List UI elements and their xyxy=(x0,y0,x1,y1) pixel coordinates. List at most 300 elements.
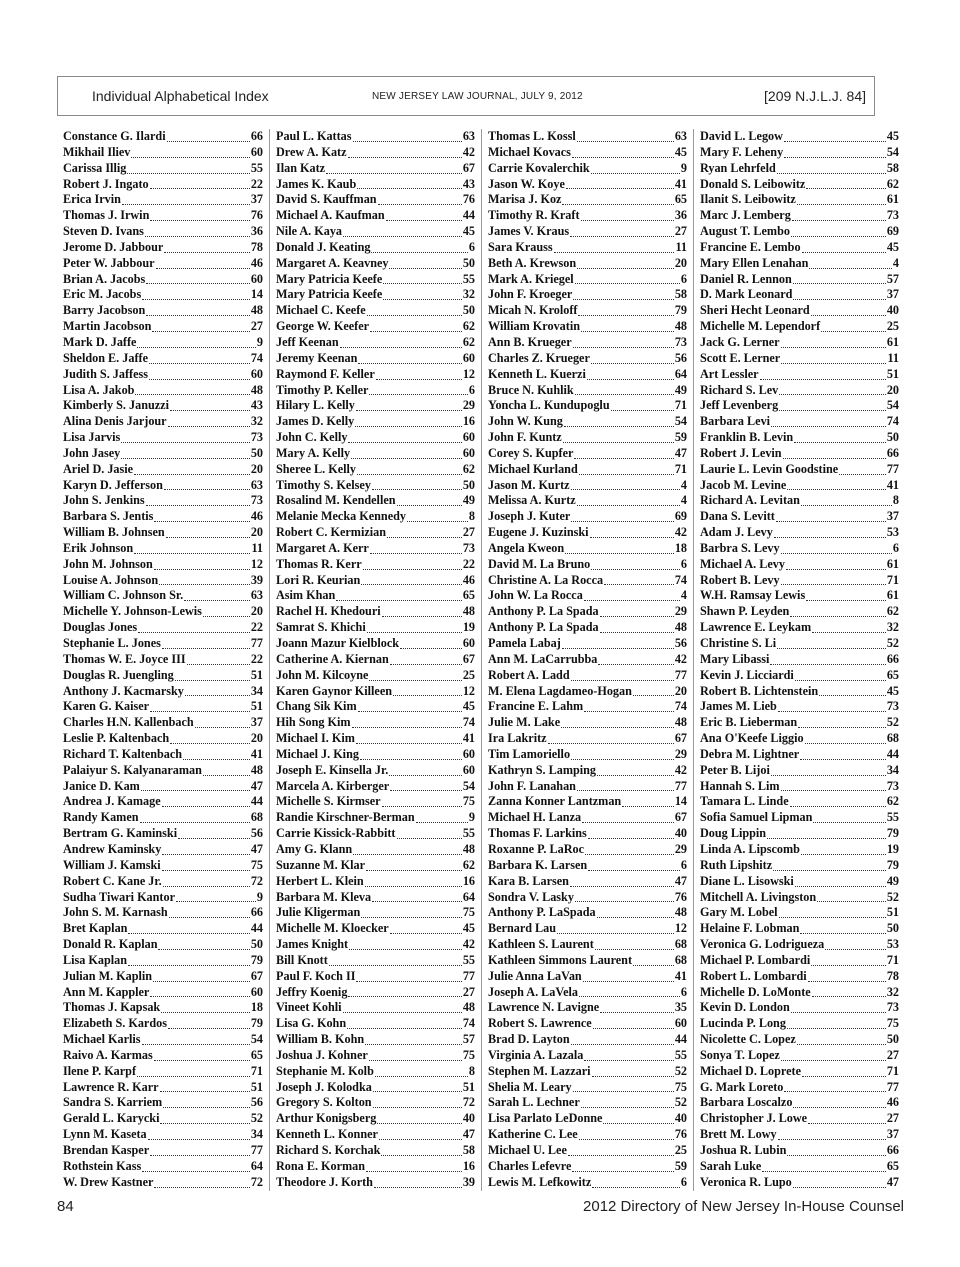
entry-name: Michael U. Lee xyxy=(488,1143,567,1157)
dot-leader xyxy=(578,305,673,316)
entry-page: 20 xyxy=(674,255,687,270)
index-entry xyxy=(63,842,263,858)
entry-page: 22 xyxy=(250,651,263,666)
index-entry xyxy=(488,573,687,589)
index-entry xyxy=(488,129,687,145)
dot-leader xyxy=(554,242,675,253)
entry-name: Michael A. Kaufman xyxy=(276,208,385,223)
dot-leader xyxy=(348,986,461,997)
dot-leader xyxy=(349,939,462,950)
index-entry xyxy=(63,177,263,193)
entry-name: Jacob M. Levine xyxy=(700,477,787,492)
entry-page: 64 xyxy=(674,366,687,381)
index-entry xyxy=(700,1111,899,1127)
index-entry xyxy=(63,525,263,541)
dot-leader xyxy=(783,448,886,459)
index-entry xyxy=(700,1095,899,1111)
entry-name: Tamara L. Linde xyxy=(700,794,789,809)
entry-page: 64 xyxy=(250,1158,263,1173)
entry-page: 12 xyxy=(674,921,687,936)
entry-name: Judith S. Jaffess xyxy=(63,366,148,381)
dot-leader xyxy=(356,971,461,982)
index-entry xyxy=(700,478,899,494)
entry-name: Douglas Jones xyxy=(63,620,138,635)
dot-leader xyxy=(776,511,886,522)
entry-name: Robert S. Lawrence xyxy=(488,1016,592,1031)
entry-name: Michael H. Lanza xyxy=(488,810,582,825)
index-entry xyxy=(700,1032,899,1048)
entry-name: Debra M. Lightner xyxy=(700,746,800,761)
entry-page: 4 xyxy=(680,477,687,492)
dot-leader xyxy=(787,1018,886,1029)
index-entry xyxy=(63,1000,263,1016)
dot-leader xyxy=(382,796,462,807)
entry-name: Eugene J. Kuzinski xyxy=(488,525,589,540)
entry-name: W.H. Ramsay Lewis xyxy=(700,588,806,603)
entry-page: 52 xyxy=(674,1063,687,1078)
entry-page: 20 xyxy=(250,525,263,540)
entry-page: 19 xyxy=(886,841,899,856)
dot-leader xyxy=(573,337,674,348)
entry-page: 25 xyxy=(462,667,475,682)
dot-leader xyxy=(366,860,462,871)
index-entry xyxy=(276,1016,475,1032)
entry-name: Ann M. Kappler xyxy=(63,984,150,999)
index-entry xyxy=(63,699,263,715)
entry-name: Julian M. Kaplin xyxy=(63,968,153,983)
entry-page: 4 xyxy=(680,493,687,508)
entry-name: Louise A. Johnson xyxy=(63,572,159,587)
entry-page: 20 xyxy=(674,683,687,698)
index-entry xyxy=(63,557,263,573)
dot-leader xyxy=(358,353,461,364)
entry-name: Thomas F. Larkins xyxy=(488,826,587,841)
index-entry xyxy=(488,161,687,177)
index-entry xyxy=(63,715,263,731)
index-entry xyxy=(700,747,899,763)
index-entry xyxy=(700,1159,899,1175)
index-entry xyxy=(276,557,475,573)
entry-name: Thomas W. E. Joyce III xyxy=(63,651,186,666)
entry-name: David L. Legow xyxy=(700,129,783,143)
index-entry xyxy=(63,1032,263,1048)
dot-leader xyxy=(557,923,674,934)
entry-page: 50 xyxy=(462,303,475,318)
entry-name: Alina Denis Jarjour xyxy=(63,414,167,429)
entry-page: 79 xyxy=(886,826,899,841)
index-entry xyxy=(276,414,475,430)
dot-leader xyxy=(797,1034,886,1045)
dot-leader xyxy=(575,891,674,902)
entry-page: 60 xyxy=(462,350,475,365)
index-entry xyxy=(276,1095,475,1111)
entry-name: Timothy R. Kraft xyxy=(488,208,580,223)
entry-name: Jack G. Lerner xyxy=(700,334,780,349)
entry-page: 64 xyxy=(462,889,475,904)
entry-page: 67 xyxy=(250,968,263,983)
dot-leader xyxy=(570,876,674,887)
entry-page: 41 xyxy=(674,968,687,983)
entry-page: 40 xyxy=(462,1111,475,1126)
entry-name: John F. Kuntz xyxy=(488,430,562,445)
entry-name: Jeffry Koenig xyxy=(276,984,348,999)
entry-name: Peter W. Jabbour xyxy=(63,255,155,270)
index-entry xyxy=(276,905,475,921)
index-entry xyxy=(276,478,475,494)
index-entry xyxy=(63,684,263,700)
index-entry xyxy=(488,985,687,1001)
entry-name: Sondra V. Lasky xyxy=(488,889,574,904)
dot-leader xyxy=(187,654,250,665)
entry-page: 73 xyxy=(462,540,475,555)
index-entry xyxy=(276,303,475,319)
dot-leader xyxy=(166,527,250,538)
dot-leader xyxy=(145,226,250,237)
entry-name: Kimberly S. Januzzi xyxy=(63,398,169,413)
dot-leader xyxy=(548,733,674,744)
dot-leader xyxy=(390,654,462,665)
index-entry xyxy=(63,478,263,494)
index-entry xyxy=(276,874,475,890)
index-entry xyxy=(63,287,263,303)
entry-name: Shawn P. Leyden xyxy=(700,604,790,619)
entry-name: Barbara S. Jentis xyxy=(63,509,154,524)
index-entry xyxy=(63,1080,263,1096)
entry-name: Sandra S. Karriem xyxy=(63,1095,163,1110)
dot-leader xyxy=(577,780,674,791)
index-entry xyxy=(700,272,899,288)
entry-page: 11 xyxy=(675,239,687,254)
entry-page: 8 xyxy=(468,509,475,524)
index-entry xyxy=(276,493,475,509)
entry-name: Daniel R. Lennon xyxy=(700,271,792,286)
dot-leader xyxy=(372,479,462,490)
index-entry xyxy=(700,715,899,731)
dot-leader xyxy=(128,923,249,934)
entry-name: Mikhail Iliev xyxy=(63,144,131,159)
index-entry xyxy=(700,319,899,335)
dot-leader xyxy=(802,1066,886,1077)
dot-leader xyxy=(604,574,674,585)
entry-page: 63 xyxy=(462,129,475,143)
entry-name: Erik Johnson xyxy=(63,540,134,555)
entry-page: 77 xyxy=(462,968,475,983)
dot-leader xyxy=(811,955,886,966)
entry-page: 27 xyxy=(886,1111,899,1126)
dot-leader xyxy=(371,242,467,253)
index-entry xyxy=(63,335,263,351)
entry-page: 29 xyxy=(674,841,687,856)
entry-page: 54 xyxy=(250,1032,263,1047)
dot-leader xyxy=(183,749,250,760)
entry-page: 12 xyxy=(250,556,263,571)
index-entry xyxy=(276,161,475,177)
index-entry xyxy=(700,604,899,620)
index-entry xyxy=(276,921,475,937)
entry-name: Charles Z. Krueger xyxy=(488,350,590,365)
entry-name: Ryan Lehrfeld xyxy=(700,160,776,175)
entry-page: 75 xyxy=(250,857,263,872)
entry-page: 42 xyxy=(674,651,687,666)
index-entry xyxy=(700,731,899,747)
dot-leader xyxy=(562,638,674,649)
entry-page: 67 xyxy=(674,810,687,825)
dot-leader xyxy=(787,479,885,490)
index-entry xyxy=(63,192,263,208)
entry-name: Nile A. Kaya xyxy=(276,224,343,239)
entry-name: Ira Lakritz xyxy=(488,731,547,746)
index-entry xyxy=(63,208,263,224)
dot-leader xyxy=(373,1081,462,1092)
dot-leader xyxy=(591,163,680,174)
entry-name: Tim Lamoriello xyxy=(488,746,571,761)
entry-name: W. Drew Kastner xyxy=(63,1174,154,1189)
entry-name: William B. Johnsen xyxy=(63,525,165,540)
entry-name: David S. Kauffman xyxy=(276,192,377,207)
entry-page: 46 xyxy=(462,572,475,587)
index-entry xyxy=(63,1175,263,1191)
dot-leader xyxy=(597,765,674,776)
entry-page: 20 xyxy=(250,461,263,476)
index-entry xyxy=(63,826,263,842)
entry-name: Thomas J. Kapsak xyxy=(63,1000,161,1015)
entry-page: 19 xyxy=(462,620,475,635)
entry-name: Lawrence R. Karr xyxy=(63,1079,159,1094)
entry-page: 18 xyxy=(250,1000,263,1015)
dot-leader xyxy=(778,1129,886,1140)
entry-page: 9 xyxy=(256,334,263,349)
index-entry xyxy=(700,398,899,414)
entry-page: 75 xyxy=(462,794,475,809)
entry-page: 41 xyxy=(462,731,475,746)
dot-leader xyxy=(397,495,462,506)
index-entry xyxy=(276,826,475,842)
entry-page: 52 xyxy=(886,715,899,730)
entry-page: 51 xyxy=(462,1079,475,1094)
entry-page: 56 xyxy=(674,636,687,650)
dot-leader xyxy=(329,955,462,966)
dot-leader xyxy=(570,226,674,237)
entry-page: 54 xyxy=(462,778,475,793)
entry-page: 66 xyxy=(886,651,899,666)
entry-name: Donald R. Kaplan xyxy=(63,937,158,952)
dot-leader xyxy=(150,986,249,997)
index-entry xyxy=(488,430,687,446)
index-entry xyxy=(488,890,687,906)
dot-leader xyxy=(597,907,674,918)
entry-page: 71 xyxy=(674,461,687,476)
entry-page: 72 xyxy=(462,1095,475,1110)
publication-line: NEW JERSEY LAW JOURNAL, JULY 9, 2012 xyxy=(372,91,583,102)
dot-leader xyxy=(790,796,886,807)
index-entry xyxy=(276,668,475,684)
entry-page: 63 xyxy=(250,477,263,492)
entry-name: Theodore J. Korth xyxy=(276,1174,373,1189)
entry-page: 73 xyxy=(886,208,899,223)
entry-page: 76 xyxy=(250,208,263,223)
dot-leader xyxy=(784,147,886,158)
entry-page: 56 xyxy=(674,350,687,365)
dot-leader xyxy=(794,432,886,443)
entry-name: Carrie Kissick-Rabbitt xyxy=(276,826,396,841)
entry-page: 52 xyxy=(886,889,899,904)
entry-page: 12 xyxy=(462,366,475,381)
entry-page: 6 xyxy=(680,984,687,999)
dot-leader xyxy=(571,511,674,522)
dot-leader xyxy=(149,353,250,364)
entry-page: 44 xyxy=(250,921,263,936)
entry-name: Roxanne P. LaRoc xyxy=(488,841,585,856)
index-column-2 xyxy=(269,129,481,1191)
entry-page: 32 xyxy=(250,414,263,429)
entry-name: Joseph A. LaVela xyxy=(488,984,578,999)
entry-name: G. Mark Loreto xyxy=(700,1079,784,1094)
entry-page: 71 xyxy=(886,572,899,587)
index-entry xyxy=(488,145,687,161)
dot-leader xyxy=(591,353,674,364)
dot-leader xyxy=(185,685,250,696)
dot-leader xyxy=(160,1113,249,1124)
index-entry xyxy=(63,398,263,414)
entry-page: 14 xyxy=(250,287,263,302)
entry-page: 73 xyxy=(674,334,687,349)
dot-leader xyxy=(326,163,462,174)
dot-leader xyxy=(795,670,886,681)
entry-page: 61 xyxy=(886,334,899,349)
dot-leader xyxy=(377,1113,461,1124)
index-entry xyxy=(700,890,899,906)
entry-page: 34 xyxy=(250,1127,263,1142)
entry-name: William J. Kamski xyxy=(63,857,161,872)
entry-page: 68 xyxy=(250,810,263,825)
entry-page: 42 xyxy=(674,762,687,777)
entry-page: 61 xyxy=(886,556,899,571)
entry-name: Robert C. Kane Jr. xyxy=(63,873,162,888)
entry-name: Bill Knott xyxy=(276,952,328,967)
entry-name: John Jasey xyxy=(63,445,121,460)
dot-leader xyxy=(374,1177,462,1188)
index-entry xyxy=(700,969,899,985)
entry-page: 73 xyxy=(886,778,899,793)
dot-leader xyxy=(383,289,462,300)
entry-page: 4 xyxy=(892,255,899,270)
entry-page: 6 xyxy=(468,382,475,397)
entry-name: D. Mark Leonard xyxy=(700,287,793,302)
index-entry xyxy=(700,493,899,509)
entry-page: 62 xyxy=(886,794,899,809)
index-entry xyxy=(700,256,899,272)
index-entry xyxy=(276,747,475,763)
entry-name: Scott E. Lerner xyxy=(700,350,781,365)
dot-leader xyxy=(134,543,250,554)
index-entry xyxy=(276,890,475,906)
entry-name: Mary Ellen Lenahan xyxy=(700,255,809,270)
entry-name: Donald J. Keating xyxy=(276,239,371,254)
index-entry xyxy=(700,335,899,351)
entry-page: 74 xyxy=(674,699,687,714)
dot-leader xyxy=(808,971,886,982)
index-entry xyxy=(700,303,899,319)
entry-name: Anthony P. La Spada xyxy=(488,620,599,635)
dot-leader xyxy=(363,559,462,570)
entry-name: Jeff Keenan xyxy=(276,334,339,349)
dot-leader xyxy=(159,574,250,585)
dot-leader xyxy=(793,273,886,284)
entry-name: Raivo A. Karmas xyxy=(63,1047,153,1062)
dot-leader xyxy=(375,1066,468,1077)
entry-name: Donald S. Leibowitz xyxy=(700,176,806,191)
entry-page: 75 xyxy=(886,1016,899,1031)
index-entry xyxy=(276,1159,475,1175)
dot-leader xyxy=(808,1113,886,1124)
entry-name: Raymond F. Keller xyxy=(276,366,375,381)
index-entry xyxy=(488,636,687,652)
entry-page: 16 xyxy=(462,873,475,888)
entry-page: 63 xyxy=(674,129,687,143)
index-entry xyxy=(488,493,687,509)
entry-name: Barbara K. Larsen xyxy=(488,857,588,872)
dot-leader xyxy=(128,955,250,966)
dot-leader xyxy=(195,717,250,728)
dot-leader xyxy=(795,876,886,887)
entry-page: 50 xyxy=(886,921,899,936)
index-entry xyxy=(488,509,687,525)
index-entry xyxy=(700,937,899,953)
section-title: Individual Alphabetical Index xyxy=(92,88,269,104)
entry-page: 55 xyxy=(250,160,263,175)
dot-leader xyxy=(575,273,680,284)
index-entry xyxy=(488,1080,687,1096)
index-entry xyxy=(700,779,899,795)
entry-name: Charles Lefevre xyxy=(488,1158,572,1173)
entry-name: Samrat S. Khichi xyxy=(276,620,366,635)
entry-name: Michael Kurland xyxy=(488,461,578,476)
index-entry xyxy=(63,383,263,399)
entry-page: 40 xyxy=(674,1111,687,1126)
dot-leader xyxy=(784,131,886,142)
index-entry xyxy=(488,272,687,288)
dot-leader xyxy=(821,321,886,332)
index-entry xyxy=(488,557,687,573)
entry-page: 37 xyxy=(886,1127,899,1142)
entry-page: 60 xyxy=(250,271,263,286)
entry-page: 36 xyxy=(674,208,687,223)
entry-name: Joshua J. Kohner xyxy=(276,1047,368,1062)
entry-page: 16 xyxy=(462,1158,475,1173)
index-entry xyxy=(276,319,475,335)
entry-name: Michelle M. Lependorf xyxy=(700,319,821,334)
entry-name: Richard A. Levitan xyxy=(700,493,800,508)
dot-leader xyxy=(365,1034,462,1045)
entry-name: Ann M. LaCarrubba xyxy=(488,651,598,666)
dot-leader xyxy=(581,210,674,221)
entry-page: 37 xyxy=(250,192,263,207)
index-entry xyxy=(63,779,263,795)
index-entry xyxy=(700,858,899,874)
index-entry xyxy=(488,319,687,335)
entry-page: 27 xyxy=(462,525,475,540)
dot-leader xyxy=(581,1097,674,1108)
entry-name: Mark A. Kriegel xyxy=(488,271,574,286)
entry-name: Francine E. Lahm xyxy=(488,699,584,714)
entry-name: Janice D. Kam xyxy=(63,778,140,793)
dot-leader xyxy=(138,622,250,633)
dot-leader xyxy=(365,876,462,887)
entry-name: Art Lessler xyxy=(700,366,759,381)
dot-leader xyxy=(152,321,249,332)
entry-name: Eric M. Jacobs xyxy=(63,287,142,302)
index-entry xyxy=(488,620,687,636)
